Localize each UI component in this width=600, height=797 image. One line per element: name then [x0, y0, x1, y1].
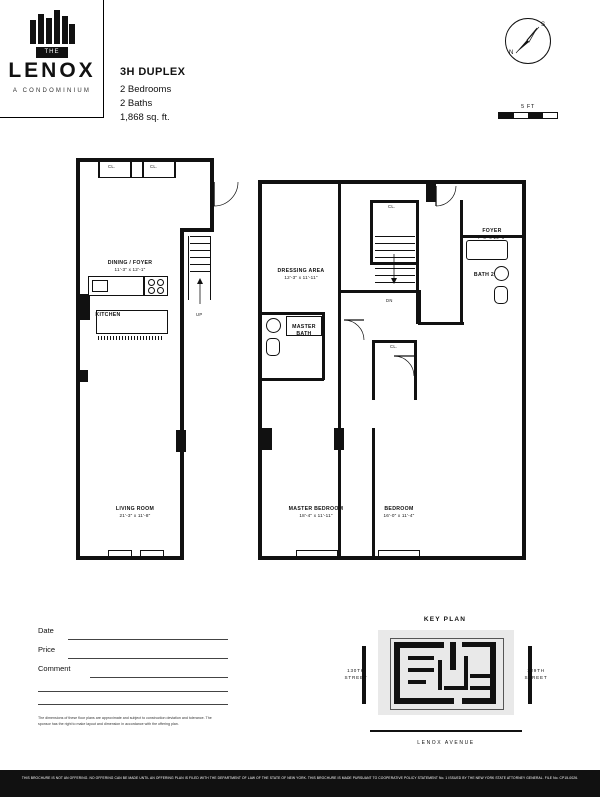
wall — [258, 180, 428, 184]
brand-logo-block — [0, 0, 104, 118]
stair-tread — [375, 250, 415, 251]
floor-plan-drawing — [0, 140, 600, 560]
room-label-bath-2: BATH 2 — [473, 272, 495, 278]
comment-label: Comment — [38, 664, 71, 673]
door-icon — [392, 354, 418, 378]
door-icon — [212, 180, 242, 208]
window — [378, 550, 420, 557]
wall — [262, 378, 324, 381]
compass-icon — [505, 18, 551, 64]
brand-the-label: THE — [36, 47, 68, 58]
compass-south-label: S — [541, 22, 546, 28]
stair-tread — [190, 243, 210, 244]
stair-tread — [375, 236, 415, 237]
price-input[interactable] — [68, 658, 228, 659]
kitchen-range — [144, 276, 168, 296]
stair-up-arrow-icon — [189, 276, 213, 306]
scale-label: 5 FT — [521, 104, 535, 110]
wall — [372, 340, 375, 400]
keyplan-map — [378, 630, 514, 715]
column — [262, 428, 272, 450]
unit-baths: 2 Baths — [120, 98, 153, 109]
column — [176, 430, 186, 452]
wall — [340, 290, 420, 293]
brand-name: LENOX — [8, 59, 96, 82]
legal-footer — [0, 770, 600, 797]
toilet-icon — [266, 338, 280, 356]
wall — [130, 162, 132, 178]
wall — [372, 340, 416, 343]
window — [140, 550, 164, 557]
date-input[interactable] — [68, 639, 228, 640]
price-label: Price — [38, 645, 56, 654]
wall — [76, 158, 80, 560]
building-icon — [30, 10, 74, 44]
door-icon — [434, 184, 460, 208]
wall — [370, 200, 418, 203]
window — [108, 550, 132, 557]
stair-tread — [190, 236, 210, 237]
price-row — [38, 644, 228, 663]
comment-row — [38, 663, 228, 682]
closet-label: CL. — [388, 204, 396, 209]
room-label-dressing-area: DRESSING AREA 12'-3" x 11'-11" — [277, 268, 325, 280]
wall — [372, 428, 375, 560]
stair-tread — [190, 271, 210, 272]
stair-down-label: DN — [386, 298, 393, 303]
burner-icon — [157, 279, 164, 286]
wall — [460, 200, 463, 324]
kitchen-sink — [92, 280, 108, 292]
comment-line-2[interactable] — [38, 682, 228, 695]
window — [296, 550, 338, 557]
scale-bar-graphic — [498, 112, 558, 119]
wall — [98, 162, 100, 178]
stair-tread — [190, 257, 210, 258]
burner-icon — [148, 287, 155, 294]
keyplan-title: KEY PLAN — [423, 616, 467, 623]
room-label-master-bedroom: MASTER BEDROOM 18'-4" x 11'-11" — [288, 506, 344, 518]
stair-tread — [190, 264, 210, 265]
room-label-foyer: FOYER 7'-4" x 14'-6" — [477, 228, 507, 240]
wall — [370, 200, 373, 262]
closet-label: CL. — [390, 344, 398, 349]
door-icon — [342, 318, 368, 342]
wall — [262, 312, 324, 315]
stair-tread — [375, 243, 415, 244]
avenue-label: LENOX AVENUE — [417, 740, 475, 746]
room-label-kitchen: KITCHEN — [95, 312, 121, 318]
counter-hatch — [98, 336, 164, 340]
room-label-dining-foyer: DINING / FOYER 11'-3" x 12'-1" — [107, 260, 153, 272]
room-label-bedroom: BEDROOM 16'-0" x 11'-4" — [383, 506, 415, 518]
wall — [180, 228, 184, 560]
wall — [180, 228, 214, 232]
toilet-icon — [494, 286, 508, 304]
wall — [418, 322, 464, 325]
street-label-130th: 130TH STREET — [344, 668, 368, 680]
room-label-master-bath: MASTER BATH — [292, 324, 316, 337]
page-title: 3H DUPLEX — [120, 66, 186, 78]
legal-footer-text: THIS BROCHURE IS NOT AN OFFERING. NO OFFERING CAN BE MADE UNTIL AN OFFERING PLAN IS FILED WITH THE DEPARTMENT OF LAW OF THE STATE OF NEW YORK. THIS BROCHURE IS MADE PURSUANT TO COOPERATIVE POLICY STATEMENT No. 1 ISSUED BY THE NEW YORK STATE ATTORNEY GENERAL. FILE No. CP15-0026. — [21, 776, 579, 780]
stair-down-arrow-icon — [388, 252, 402, 286]
wall — [322, 312, 325, 380]
brand-subtitle: A CONDOMINIUM — [12, 88, 92, 94]
wall — [174, 162, 176, 178]
disclaimer-text: The dimensions of these floor plans are approximate and subject to construction deviation and tolerance. The sponsor has the right to make layout and dimension in accordance with the offering plan. — [38, 716, 212, 726]
compass-north-label: N — [509, 50, 514, 56]
stair-tread — [190, 250, 210, 251]
wall — [142, 162, 144, 178]
wall — [338, 180, 341, 318]
column — [80, 370, 88, 382]
unit-area: 1,868 sq. ft. — [120, 112, 170, 123]
wall — [258, 180, 262, 560]
street-label-129th: 129TH STREET — [524, 668, 548, 680]
comment-input[interactable] — [90, 677, 228, 678]
comment-line-3[interactable] — [38, 695, 228, 708]
burner-icon — [148, 279, 155, 286]
wall — [98, 177, 176, 178]
notes-form — [38, 625, 228, 708]
closet-label: CL. — [108, 164, 116, 169]
closet-label: CL. — [150, 164, 158, 169]
room-label-living-room: LIVING ROOM 21'-3" x 11'-8" — [115, 506, 155, 518]
wall — [76, 158, 214, 162]
burner-icon — [157, 287, 164, 294]
wall — [418, 290, 421, 324]
scale-bar — [498, 104, 558, 119]
sink-icon — [266, 318, 281, 333]
stair-up-label: UP — [196, 312, 203, 317]
unit-bedrooms: 2 Bedrooms — [120, 84, 172, 95]
bathtub-icon — [466, 240, 508, 260]
date-label: Date — [38, 626, 54, 635]
date-row — [38, 625, 228, 644]
column — [334, 428, 344, 450]
